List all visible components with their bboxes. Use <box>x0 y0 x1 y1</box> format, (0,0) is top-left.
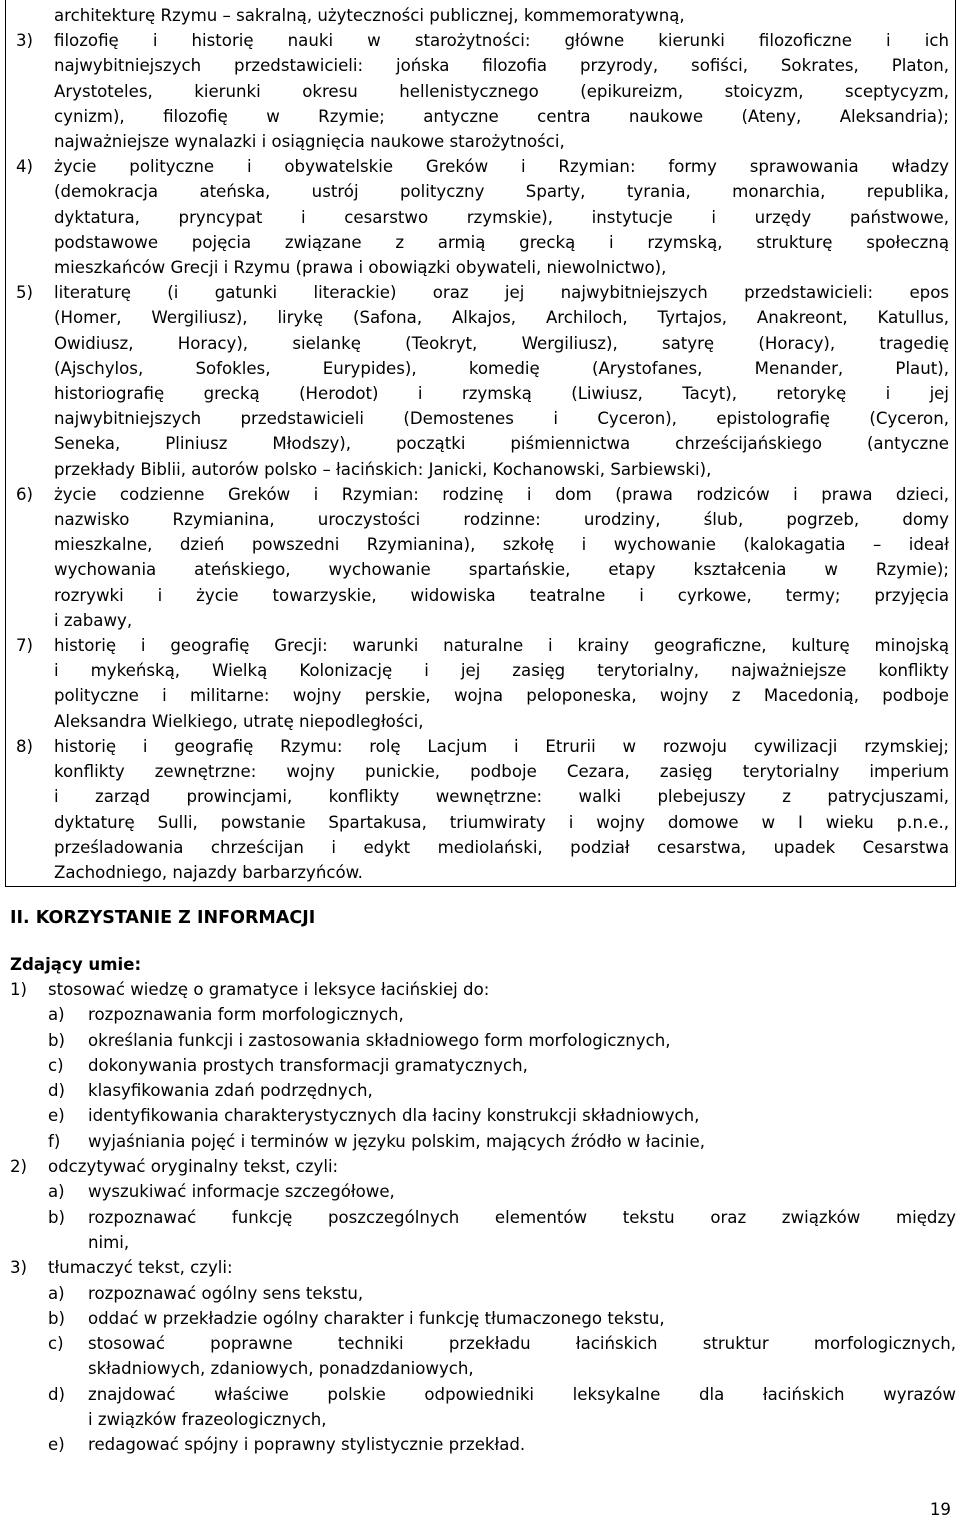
sub-item-text <box>88 1078 956 1103</box>
text-line: literaturę (i gatunki literackie) oraz jej najwybitniejszych przedstawicieli: epos <box>54 283 949 303</box>
text-line: i mykeńską, Wielką Kolonizację i jej zasięg terytorialny, najważniejsze konflikty <box>54 661 949 681</box>
sub-item-text <box>88 1382 956 1433</box>
text-line: mieszkalne, dzień powszedni Rzymianina), szkołę i wychowanie (kalokagatia – ideał <box>54 535 949 555</box>
text-line: (Homer, Wergiliusz), lirykę (Safona, Alkajos, Archiloch, Tyrtajos, Anakreont, Katullus, <box>54 308 949 328</box>
sub-item-text <box>88 1028 956 1053</box>
text-line: najwybitniejszych przedstawicieli: jońska filozofia przyrody, sofiści, Sokrates, Platon, <box>54 56 949 76</box>
list-item <box>16 280 949 482</box>
text-line: historię i geografię Grecji: warunki naturalne i krainy geograficzne, kulturę minojską <box>54 636 949 656</box>
text-line: prześladowania chrześcijan i edykt mediolański, podział cesarstwa, upadek Cesarstwa <box>54 837 949 857</box>
text-line: rozpoznawać ogólny sens tekstu, <box>88 1283 364 1303</box>
sub-item-text <box>88 1002 956 1027</box>
sub-item <box>10 1028 956 1053</box>
text-line: mieszkańców Grecji i Rzymu (prawa i obowiązki obywateli, niewolnictwo), <box>54 258 667 278</box>
item-text: odczytywać oryginalny tekst, czyli: <box>48 1157 339 1177</box>
list-item <box>10 1255 956 1280</box>
text-line: Seneka, Pliniusz Młodszy), początki piśmiennictwa chrześcijańskiego (antyczne <box>54 434 949 454</box>
text-line: Aleksandra Wielkiego, utratę niepodległości, <box>54 711 424 731</box>
list-item <box>16 154 949 280</box>
text-line: wychowania ateńskiego, wychowanie spartańskie, etapy kształcenia w Rzymie); <box>54 560 949 580</box>
sub-item-text <box>88 1432 956 1457</box>
text-line: i zarząd prowincjami, konflikty wewnętrzne: walki plebejuszy z patrycjuszami, <box>54 787 949 807</box>
section2 <box>10 906 956 1458</box>
item-number: 2) <box>10 1157 28 1177</box>
sub-item-text <box>88 1306 956 1331</box>
text-line: historię i geografię Rzymu: rolę Lacjum i Etrurii w rozwoju cywilizacji rzymskiej; <box>54 736 949 756</box>
sub-item-letter: a) <box>48 1005 65 1025</box>
list-item <box>16 482 949 633</box>
sub-item-letter: d) <box>48 1384 66 1404</box>
text-line: stosować poprawne techniki przekładu łacińskich struktur morfologicznych, <box>88 1334 956 1354</box>
list-item <box>16 633 949 734</box>
text-line: rozpoznawania form morfologicznych, <box>88 1005 404 1025</box>
text-line: życie codzienne Greków i Rzymian: rodzinę i dom (prawa rodziców i prawa dzieci, <box>54 484 949 504</box>
sub-item-letter: a) <box>48 1283 65 1303</box>
text-line: oddać w przekładzie ogólny charakter i funkcję tłumaczonego tekstu, <box>88 1308 665 1328</box>
section1-list <box>16 28 949 885</box>
text-line: (Ajschylos, Sofokles, Eurypides), komedię (Arystofanes, Menander, Plaut), <box>54 358 949 378</box>
text-line: nazwisko Rzymianina, uroczystości rodzinne: urodziny, ślub, pogrzeb, domy <box>54 510 949 530</box>
sub-item <box>10 1179 956 1204</box>
item-number: 4) <box>16 157 34 177</box>
text-line: rozpoznawać funkcję poszczególnych elementów tekstu oraz związków między <box>88 1207 956 1227</box>
item-number: 5) <box>16 283 34 303</box>
section-title: II. KORZYSTANIE Z INFORMACJI <box>10 908 316 928</box>
sub-item-letter: f) <box>48 1131 61 1151</box>
text-line: i zabawy, <box>54 610 133 630</box>
sub-item <box>10 1382 956 1433</box>
text-line: najważniejsze wynalazki i osiągnięcia naukowe starożytności, <box>54 132 565 152</box>
section-subtitle: Zdający umie: <box>10 955 142 974</box>
item-number: 7) <box>16 636 34 656</box>
text-line: rozrywki i życie towarzyskie, widowiska teatralne i cyrkowe, termy; przyjęcia <box>54 585 949 605</box>
sub-item-letter: a) <box>48 1182 65 1202</box>
text-line: i związków frazeologicznych, <box>88 1410 327 1430</box>
sub-item <box>10 1331 956 1382</box>
text-line: cynizm), filozofię w Rzymie; antyczne centra naukowe (Ateny, Aleksandria); <box>54 106 949 126</box>
sub-item <box>10 1281 956 1306</box>
sub-item-text <box>88 1331 956 1382</box>
item-number: 6) <box>16 484 34 504</box>
text-line: Arystoteles, kierunki okresu hellenistycznego (epikureizm, stoicyzm, sceptycyzm, <box>54 81 949 101</box>
intro-line <box>16 3 949 28</box>
sub-item <box>10 1306 956 1331</box>
sub-item <box>10 1432 956 1457</box>
text-line: redagować spójny i poprawny stylistycznie przekład. <box>88 1435 526 1455</box>
sub-item <box>10 1129 956 1154</box>
text-line: dyktatura, pryncypat i cesarstwo rzymskie), instytucje i urzędy państwowe, <box>54 207 949 227</box>
item-number: 3) <box>16 31 34 51</box>
sub-item <box>10 1103 956 1128</box>
text-line: nimi, <box>88 1232 130 1252</box>
list-item <box>16 734 949 885</box>
text-line: określania funkcji i zastosowania składniowego form morfologicznych, <box>88 1030 671 1050</box>
text-line: wyszukiwać informacje szczegółowe, <box>88 1182 395 1202</box>
item-text <box>54 734 949 885</box>
item-number: 3) <box>10 1258 28 1278</box>
sub-item-letter: b) <box>48 1207 66 1227</box>
sub-item-letter: e) <box>48 1435 65 1455</box>
sub-item-letter: e) <box>48 1106 65 1126</box>
item-number: 8) <box>16 736 34 756</box>
sub-item-text <box>88 1053 956 1078</box>
item-text: stosować wiedzę o gramatyce i leksyce łacińskiej do: <box>48 980 490 999</box>
page-number: 19 <box>929 1500 951 1519</box>
text-line: (demokracja ateńska, ustrój polityczny Sparty, tyrania, monarchia, republika, <box>54 182 949 202</box>
sub-item-text <box>88 1103 956 1128</box>
sub-item <box>10 1205 956 1256</box>
item-text <box>54 280 949 482</box>
item-number: 1) <box>10 980 28 999</box>
item-text <box>54 28 949 154</box>
text-line: filozofię i historię nauki w starożytności: główne kierunki filozoficzne i ich <box>54 31 949 51</box>
sub-item-letter: b) <box>48 1308 66 1328</box>
sub-item <box>10 1002 956 1027</box>
content-box-section1 <box>5 0 956 887</box>
sub-item-letter: c) <box>48 1334 64 1354</box>
list-item <box>10 1154 956 1179</box>
text-line: znajdować właściwe polskie odpowiedniki leksykalne dla łacińskich wyrazów <box>88 1384 956 1404</box>
sub-item-text <box>88 1129 956 1154</box>
text-line: dyktaturę Sulli, powstanie Spartakusa, triumwiraty i wojny domowe w I wieku p.n.e., <box>54 812 949 832</box>
item-text <box>54 154 949 280</box>
text-line: Zachodniego, najazdy barbarzyńców. <box>54 862 363 882</box>
text-line: najwybitniejszych przedstawicieli (Demostenes i Cyceron), epistolografię (Cyceron, <box>54 409 949 429</box>
sub-item-letter: d) <box>48 1081 66 1101</box>
item-text <box>54 633 949 734</box>
text-line: Owidiusz, Horacy), sielankę (Teokryt, Wergiliusz), satyrę (Horacy), tragedię <box>54 333 949 353</box>
list-item <box>16 28 949 154</box>
sub-item-letter: c) <box>48 1055 64 1075</box>
sub-item <box>10 1053 956 1078</box>
text-line: dokonywania prostych transformacji gramatycznych, <box>88 1055 528 1075</box>
text-line: identyfikowania charakterystycznych dla łaciny konstrukcji składniowych, <box>88 1106 700 1126</box>
text-line: składniowych, zdaniowych, ponadzdaniowych, <box>88 1359 474 1379</box>
sub-item-text <box>88 1281 956 1306</box>
sub-item <box>10 1078 956 1103</box>
list-item <box>10 977 956 1002</box>
sub-item-text <box>88 1205 956 1256</box>
text-line: architekturę Rzymu – sakralną, użyteczności publicznej, kommemoratywną, <box>54 6 685 25</box>
section2-list <box>10 977 956 1458</box>
text-line: klasyfikowania zdań podrzędnych, <box>88 1081 373 1101</box>
text-line: przekłady Biblii, autorów polsko – łacińskich: Janicki, Kochanowski, Sarbiewski), <box>54 459 712 479</box>
text-line: podstawowe pojęcia związane z armią grecką i rzymską, strukturę społeczną <box>54 232 949 252</box>
text-line: życie polityczne i obywatelskie Greków i Rzymian: formy sprawowania władzy <box>54 157 949 177</box>
item-text: tłumaczyć tekst, czyli: <box>48 1258 233 1278</box>
text-line: konflikty zewnętrzne: wojny punickie, podboje Cezara, zasięg terytorialny imperium <box>54 762 949 782</box>
sub-item-text <box>88 1179 956 1204</box>
text-line: historiografię grecką (Herodot) i rzymską (Liwiusz, Tacyt), retorykę i jej <box>54 384 949 404</box>
text-line: polityczne i militarne: wojny perskie, wojna peloponeska, wojny z Macedonią, podboje <box>54 686 949 706</box>
item-text <box>54 482 949 633</box>
sub-item-letter: b) <box>48 1030 66 1050</box>
text-line: wyjaśniania pojęć i terminów w języku polskim, mających źródło w łacinie, <box>88 1131 706 1151</box>
